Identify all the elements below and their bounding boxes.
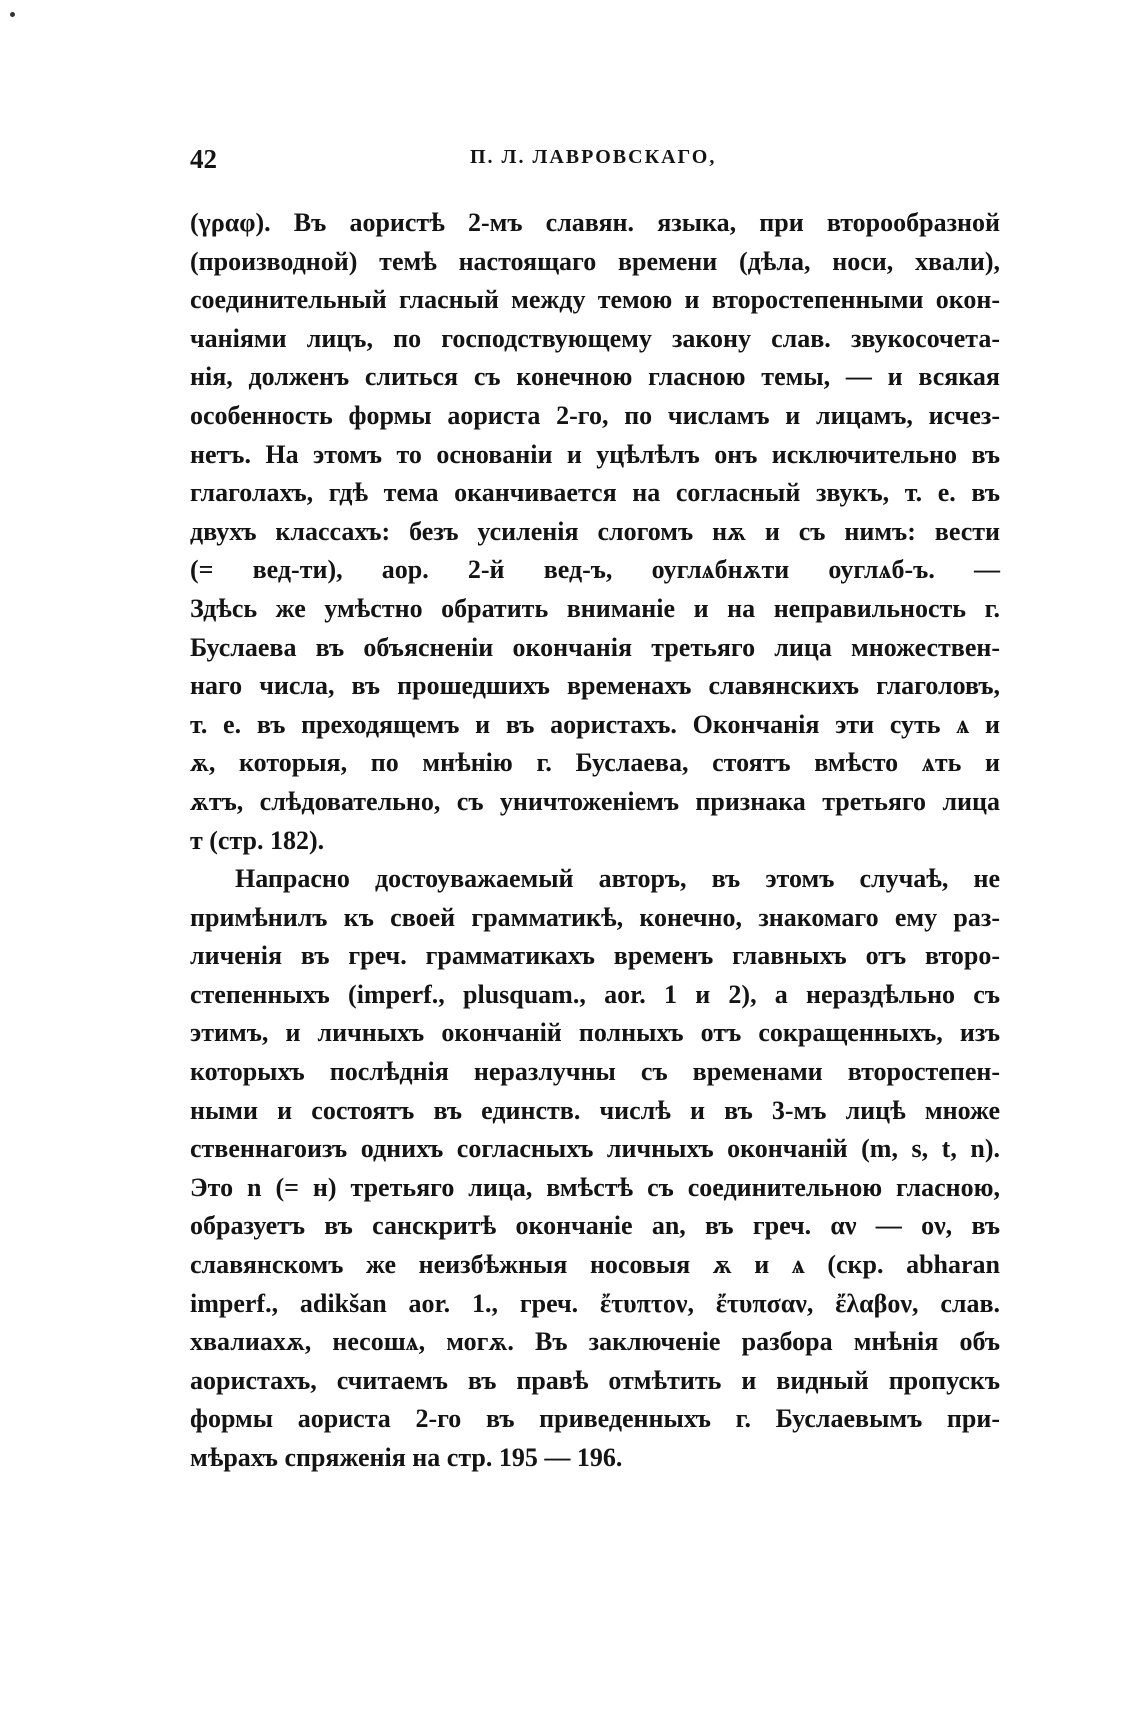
text-line: этимъ, и личныхъ окончаній полныхъ отъ сокращенныхъ, изъ — [190, 1018, 1000, 1048]
text-line: образуетъ въ санскритѣ окончаніе an, въ греч. αν — ον, въ — [190, 1211, 1000, 1241]
scan-speck — [10, 12, 15, 17]
text-line: Здѣсь же умѣстно обратить вниманіе и на неправильность г. — [190, 593, 1000, 623]
text-line: формы аориста 2-го въ приведенныхъ г. Буслаевымъ при- — [190, 1404, 1000, 1434]
text-line: (= вед-ти), аор. 2-й вед-ъ, оуглѧбнѫти оуглѧб-ъ. — — [190, 555, 1000, 585]
text-line: чаніями лицъ, по господствующему закону слав. звукосочета- — [190, 323, 1000, 353]
text-line: аористахъ, считаемъ въ правѣ отмѣтить и видный пропускъ — [190, 1365, 1000, 1395]
text-line: Это n (= н) третьяго лица, вмѣстѣ съ соединительною гласною, — [190, 1172, 1000, 1202]
text-line: личенія въ греч. грамматикахъ временъ главныхъ отъ второ- — [190, 941, 1000, 971]
text-line: нія, долженъ слиться съ конечною гласною темы, — и всякая — [190, 362, 1000, 392]
running-head: П. Л. ЛАВРОВСКАГО, — [470, 146, 717, 168]
text-line: т. е. въ преходящемъ и въ аористахъ. Окончанія эти суть ѧ и — [190, 709, 1000, 739]
text-line: нетъ. На этомъ то основаніи и уцѣлѣлъ онъ исключительно въ — [190, 439, 1000, 469]
text-line: (γραφ). Въ аористѣ 2-мъ славян. языка, при второобразной — [190, 208, 1000, 237]
text-line: ѫ, которыя, по мнѣнію г. Буслаева, стоятъ вмѣсто ѧть и — [190, 748, 1000, 778]
text-line: двухъ классахъ: безъ усиленія слогомъ нѫ и съ нимъ: вести — [190, 516, 1000, 546]
text-line: которыхъ послѣднія неразлучны съ временами второстепен- — [190, 1057, 1000, 1087]
text-line: глаголахъ, гдѣ тема оканчивается на согласный звукъ, т. е. въ — [190, 478, 1000, 508]
text-line: наго числа, въ прошедшихъ временахъ славянскихъ глаголовъ, — [190, 671, 1000, 701]
text-line: Буслаева въ объясненіи окончанія третьяго лица множествен- — [190, 632, 1000, 662]
text-line: степенныхъ (imperf., plusquam., aor. 1 и 2), а нераздѣльно съ — [190, 979, 1000, 1009]
text-line: примѣнилъ къ своей грамматикѣ, конечно, знакомаго ему раз- — [190, 902, 1000, 932]
page-number: 42 — [190, 144, 217, 174]
text-line: ственнагоизъ однихъ согласныхъ личныхъ окончаній (m, s, t, n). — [190, 1134, 1000, 1164]
text-line: соединительный гласный между темою и второстепенными окон- — [190, 285, 1000, 315]
text-line: (производной) темѣ настоящаго времени (дѣла, носи, хвали), — [190, 246, 1000, 276]
text-line: славянскомъ же неизбѣжныя носовыя ѫ и ѧ (скр. abharan — [190, 1250, 1000, 1280]
text-line: ѫтъ, слѣдовательно, съ уничтоженіемъ признака третьяго лица — [190, 786, 1000, 816]
text-line: imperf., adikšan aor. 1., греч. ἔτυπτον, ἔτυπσαν, ἔλαβον, слав. — [190, 1288, 1000, 1318]
text-line: ными и состоятъ въ единств. числѣ и въ 3-мъ лицѣ множе — [190, 1095, 1000, 1125]
text-line: особенность формы аориста 2-го, по числамъ и лицамъ, исчез- — [190, 400, 1000, 430]
text-line: хвалиахѫ, несошѧ, могѫ. Въ заключеніе разбора мнѣнія объ — [190, 1327, 1000, 1357]
text-line: мѣрахъ спряженія на стр. 195 — 196. — [190, 1443, 623, 1472]
paragraph-start-line: Напрасно достоуважаемый авторъ, въ этомъ случаѣ, не — [235, 864, 1000, 894]
text-line: т (стр. 182). — [190, 825, 325, 855]
page-header — [190, 144, 990, 184]
body-text — [190, 204, 1000, 1478]
